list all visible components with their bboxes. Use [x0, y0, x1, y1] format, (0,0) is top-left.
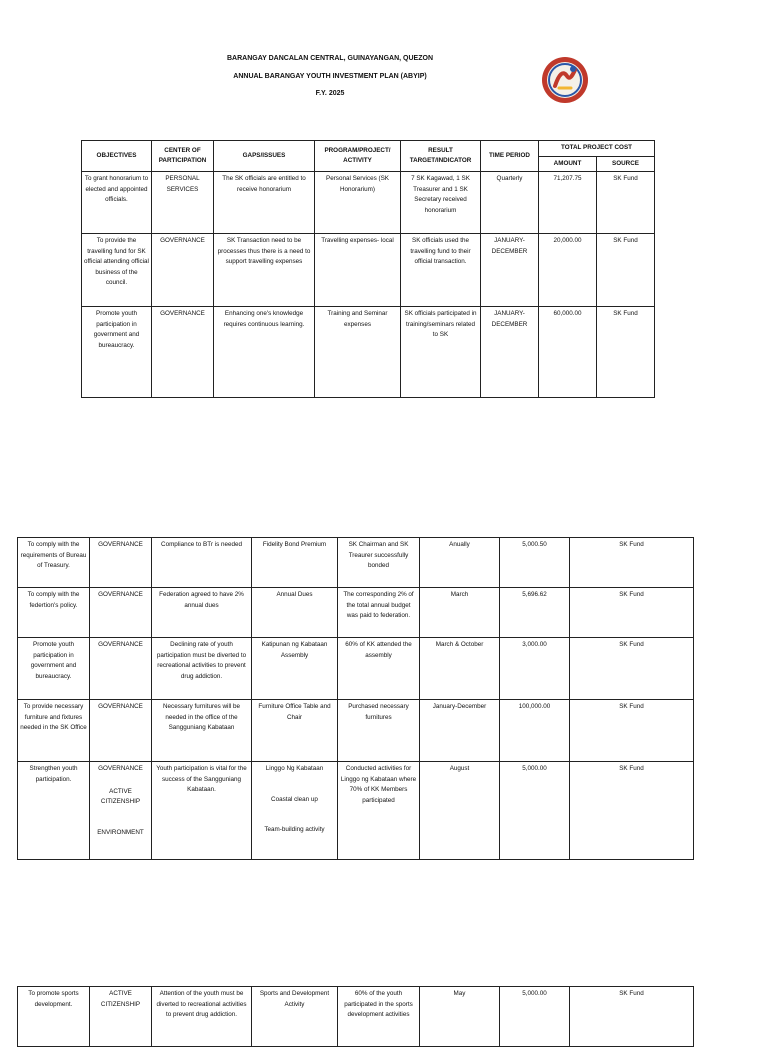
- table-row: [18, 638, 694, 700]
- cell-time: Quarterly: [481, 172, 539, 234]
- cell-gaps: Enhancing one's knowledge requires continuous learning.: [214, 307, 315, 398]
- cell-center-active-citizenship: ACTIVE CITIZENSHIP: [100, 787, 141, 805]
- header-center-of-participation: CENTER OF PARTICIPATION: [152, 141, 214, 172]
- cell-result: [401, 172, 481, 234]
- cell-time: August: [420, 762, 500, 860]
- cell-amount: 3,000.00: [500, 638, 570, 700]
- cell-time: March: [420, 588, 500, 638]
- cell-objective: Promote youth participation in government and bureaucracy.: [18, 638, 90, 700]
- cell-program: Training and Seminar expenses: [315, 307, 401, 398]
- cell-center: GOVERNANCE: [90, 588, 152, 638]
- cell-center: GOVERNANCE: [152, 307, 214, 398]
- table-row: [82, 307, 655, 398]
- cell-objective: To comply with the requirements of Bureau of Treasury.: [18, 538, 90, 588]
- logo-inner-disc: [547, 62, 583, 98]
- cell-center: GOVERNANCE: [90, 700, 152, 762]
- cell-gaps: Federation agreed to have 2% annual dues: [152, 588, 252, 638]
- abyip-table-sports: [17, 986, 694, 1047]
- cell-objective: To comply with the federtion's policy.: [18, 588, 90, 638]
- cell-program-coastal: Coastal clean up: [271, 795, 318, 803]
- table-row: [18, 588, 694, 638]
- sk-logo-icon: [541, 56, 589, 104]
- cell-objective: To provide the travelling fund for SK official attending official business of the council.: [82, 234, 152, 307]
- cell-program: Fidelity Bond Premium: [252, 538, 338, 588]
- document-title-barangay: BARANGAY DANCALAN CENTRAL, GUINAYANGAN, QUEZON: [227, 55, 433, 62]
- logo-head-icon: [570, 66, 576, 72]
- cell-result: SK officials used the travelling fund to their official transaction.: [401, 234, 481, 307]
- cell-result: SK Chairman and SK Treaurer successfully bonded: [338, 538, 420, 588]
- cell-source: SK Fund: [570, 588, 694, 638]
- cell-objective: Promote youth participation in government and bureaucracy.: [82, 307, 152, 398]
- cell-amount: 5,000.50: [500, 538, 570, 588]
- header-program: PROGRAM/PROJECT/ ACTIVITY: [315, 141, 401, 172]
- cell-source: SK Fund: [597, 307, 655, 398]
- table-row: [18, 700, 694, 762]
- cell-result: Purchased necessary furnitures: [338, 700, 420, 762]
- cell-gaps: Declining rate of youth participation must be diverted to recreational activities to prevent drug addiction.: [152, 638, 252, 700]
- cell-gaps: Compliance to BTr is needed: [152, 538, 252, 588]
- cell-center: ACTIVE CITIZENSHIP: [90, 987, 152, 1047]
- abyip-table-continued: [17, 537, 694, 860]
- cell-program: Personal Services (SK Honorarium): [315, 172, 401, 234]
- cell-objective: To provide necessary furniture and fixtures needed in the SK Office: [18, 700, 90, 762]
- cell-result: 60% of KK attended the assembly: [338, 638, 420, 700]
- table-row: [82, 172, 655, 234]
- cell-objective: Strengthen youth participation.: [18, 762, 90, 860]
- header-gaps-issues: GAPS/ISSUES: [214, 141, 315, 172]
- cell-amount: 20,000.00: [539, 234, 597, 307]
- abyip-table-main: [81, 140, 655, 398]
- cell-center-governance: GOVERNANCE: [98, 765, 143, 772]
- document-title-plan: ANNUAL BARANGAY YOUTH INVESTMENT PLAN (ABYIP): [233, 73, 427, 80]
- cell-program: Furniture Office Table and Chair: [252, 700, 338, 762]
- cell-program: Travelling expenses- local: [315, 234, 401, 307]
- cell-time: May: [420, 987, 500, 1047]
- cell-spacer: [254, 775, 335, 795]
- cell-center: GOVERNANCE: [152, 234, 214, 307]
- cell-objective: To grant honorarium to elected and appointed officials.: [82, 172, 152, 234]
- header-result: RESULT TARGET/INDICATOR: [401, 141, 481, 172]
- cell-program-team-building: Team-building activity: [264, 826, 325, 833]
- cell-center: GOVERNANCE: [90, 638, 152, 700]
- cell-objective: To promote sports development.: [18, 987, 90, 1047]
- cell-program: Sports and Development Activity: [252, 987, 338, 1047]
- cell-source: SK Fund: [597, 172, 655, 234]
- cell-amount: 100,000.00: [500, 700, 570, 762]
- header-time-period: TIME PERIOD: [481, 141, 539, 172]
- table-row: [18, 538, 694, 588]
- cell-amount: 5,000.00: [500, 762, 570, 860]
- cell-gaps: The SK officials are entitled to receive honorarium: [214, 172, 315, 234]
- cell-gaps: Necessary furnitures will be needed in the office of the Sangguniang Kabataan: [152, 700, 252, 762]
- cell-amount: 5,000.00: [500, 987, 570, 1047]
- cell-source: SK Fund: [570, 762, 694, 860]
- cell-gaps: SK Transaction need to be processes thus there is a need to support travelling expenses: [214, 234, 315, 307]
- cell-spacer: [92, 808, 149, 828]
- cell-spacer: [254, 805, 335, 825]
- cell-gaps: Attention of the youth must be diverted to recreational activities to prevent drug addiction.: [152, 987, 252, 1047]
- cell-gaps: Youth participation is vital for the success of the Sangguniang Kabataan.: [152, 762, 252, 860]
- cell-time: Anually: [420, 538, 500, 588]
- cell-spacer: [92, 775, 149, 787]
- cell-program: Annual Dues: [252, 588, 338, 638]
- cell-source: SK Fund: [570, 700, 694, 762]
- cell-source: SK Fund: [570, 987, 694, 1047]
- table-row: [82, 234, 655, 307]
- cell-amount: 60,000.00: [539, 307, 597, 398]
- cell-time: JANUARY-DECEMBER: [481, 234, 539, 307]
- header-objectives: OBJECTIVES: [82, 141, 152, 172]
- cell-center: PERSONAL SERVICES: [152, 172, 214, 234]
- cell-result-line-a: 7 SK Kagawad, 1 SK Treasurer and 1 SK: [411, 175, 470, 193]
- header-total-project-cost: TOTAL PROJECT COST: [539, 141, 655, 157]
- cell-source: SK Fund: [570, 638, 694, 700]
- document-title-fiscal-year: F.Y. 2025: [315, 90, 345, 97]
- cell-result: SK officials participated in training/seminars related to SK: [401, 307, 481, 398]
- cell-program-linggo: Linggo Ng Kabataan: [265, 765, 324, 772]
- cell-source: SK Fund: [597, 234, 655, 307]
- cell-amount: 71,207.75: [539, 172, 597, 234]
- header-amount: AMOUNT: [539, 156, 597, 172]
- cell-result: The corresponding 2% of the total annual budget was paid to federation.: [338, 588, 420, 638]
- cell-center: [90, 762, 152, 860]
- cell-result-line-b: Secretary received honorarium: [414, 196, 467, 214]
- cell-center: GOVERNANCE: [90, 538, 152, 588]
- cell-amount: 5,696.62: [500, 588, 570, 638]
- cell-time: March & October: [420, 638, 500, 700]
- table-row: [18, 762, 694, 860]
- cell-result: 60% of the youth participated in the sports development activities: [338, 987, 420, 1047]
- cell-program: [252, 762, 338, 860]
- cell-program: Katipunan ng Kabataan Assembly: [252, 638, 338, 700]
- cell-time: JANUARY-DECEMBER: [481, 307, 539, 398]
- header-source: SOURCE: [597, 156, 655, 172]
- cell-center-environment: ENVIRONMENT: [97, 828, 144, 836]
- cell-source: SK Fund: [570, 538, 694, 588]
- cell-time: January-December: [420, 700, 500, 762]
- table-row: [18, 987, 694, 1047]
- cell-result: Conducted activities for Linggo ng Kabataan where 70% of KK Members participated: [338, 762, 420, 860]
